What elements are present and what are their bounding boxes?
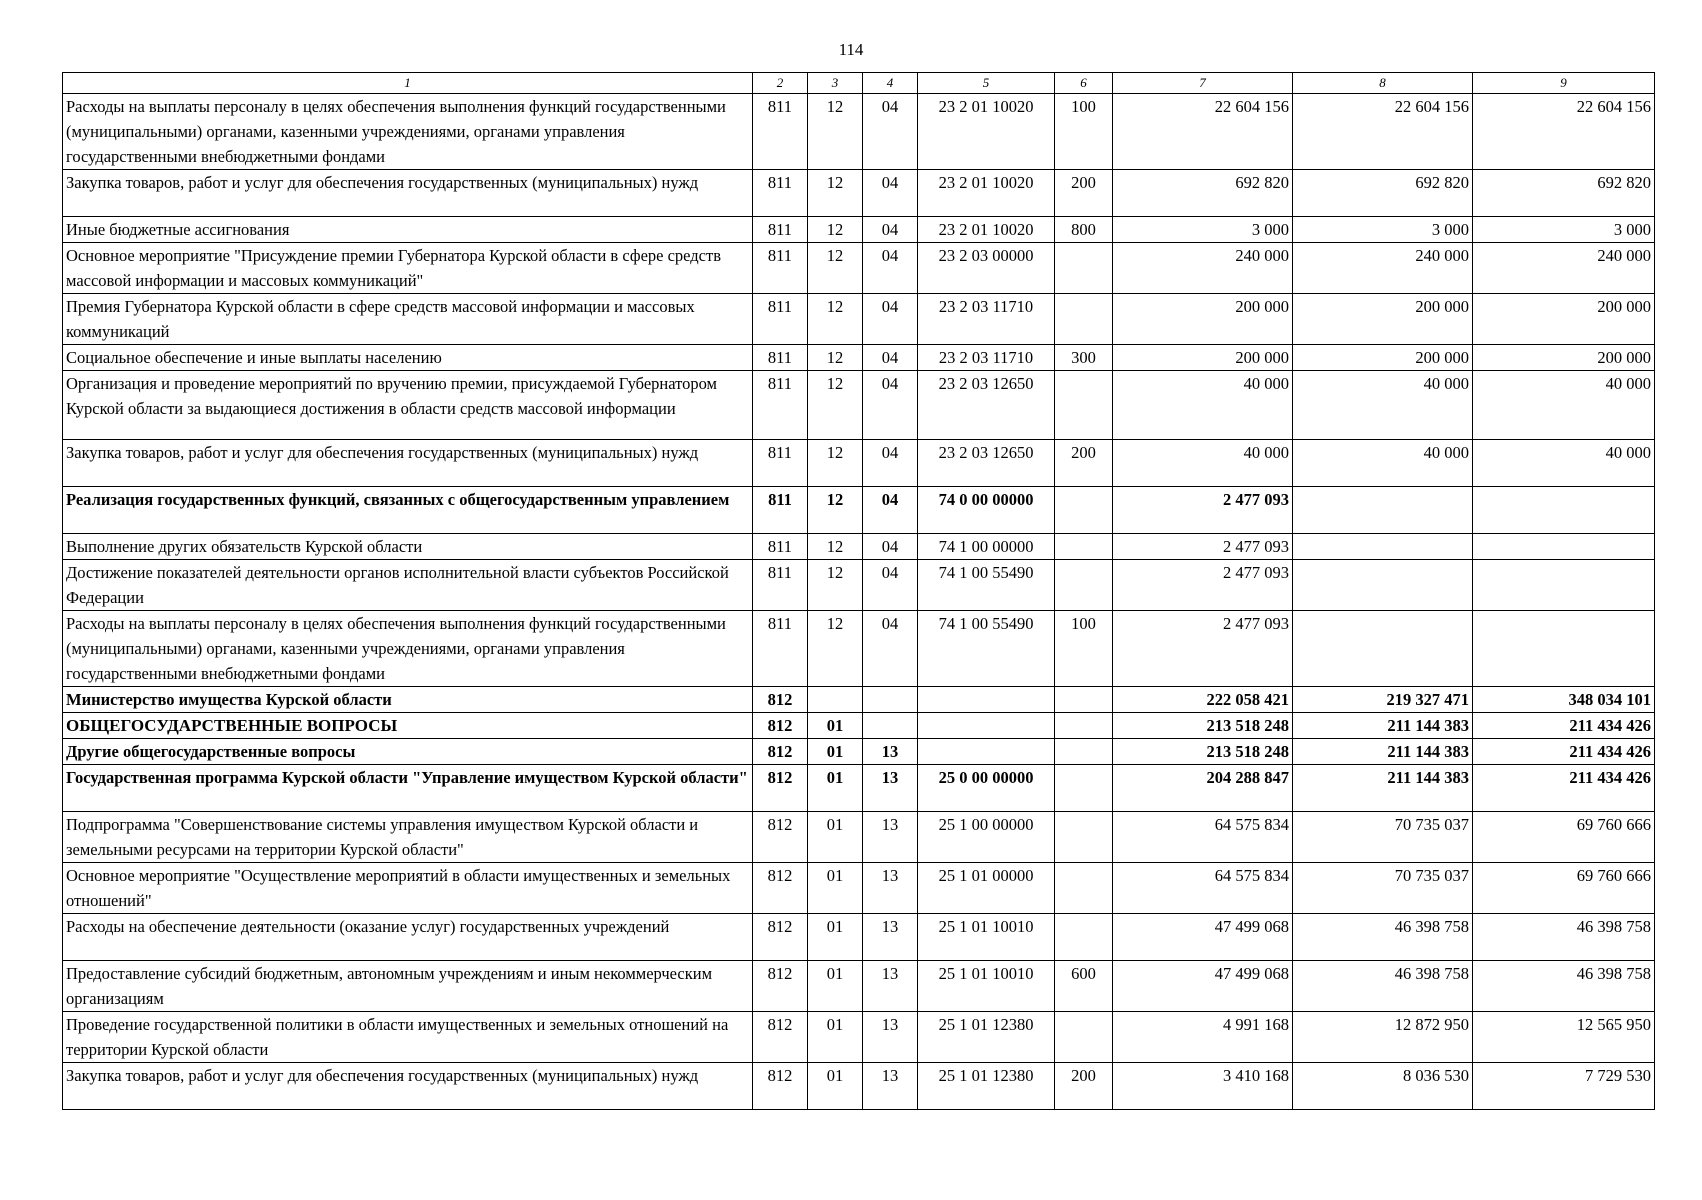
amount-year-2-cell (1293, 487, 1473, 534)
amount-year-2-cell: 211 144 383 (1293, 739, 1473, 765)
subsection-code-cell: 13 (863, 765, 918, 812)
amount-year-1-cell: 204 288 847 (1113, 765, 1293, 812)
amount-year-2-cell: 200 000 (1293, 294, 1473, 345)
table-row (63, 1012, 1655, 1063)
expense-type-cell (1055, 739, 1113, 765)
target-article-cell: 23 2 03 11710 (918, 345, 1055, 371)
expense-name-cell: Предоставление субсидий бюджетным, автономным учреждениям и иным некоммерческим организациям (63, 961, 753, 1012)
expense-type-cell: 200 (1055, 170, 1113, 217)
section-code-cell: 01 (808, 914, 863, 961)
amount-year-1-cell: 240 000 (1113, 243, 1293, 294)
table-row (63, 687, 1655, 713)
expense-type-cell (1055, 1012, 1113, 1063)
table-row (63, 765, 1655, 812)
expense-type-cell (1055, 487, 1113, 534)
expense-name-cell: Министерство имущества Курской области (63, 687, 753, 713)
amount-year-2-cell: 240 000 (1293, 243, 1473, 294)
amount-year-1-cell: 64 575 834 (1113, 863, 1293, 914)
ministry-code-cell: 811 (753, 611, 808, 687)
subsection-code-cell: 04 (863, 371, 918, 440)
table-row (63, 739, 1655, 765)
amount-year-3-cell (1473, 534, 1655, 560)
subsection-code-cell: 04 (863, 560, 918, 611)
amount-year-3-cell: 200 000 (1473, 294, 1655, 345)
target-article-cell: 23 2 03 00000 (918, 243, 1055, 294)
subsection-code-cell: 04 (863, 217, 918, 243)
table-row (63, 961, 1655, 1012)
amount-year-3-cell (1473, 487, 1655, 534)
table-row (63, 812, 1655, 863)
section-code-cell: 12 (808, 371, 863, 440)
subsection-code-cell: 04 (863, 440, 918, 487)
target-article-cell: 23 2 03 12650 (918, 371, 1055, 440)
table-row (63, 170, 1655, 217)
subsection-code-cell: 04 (863, 611, 918, 687)
section-code-cell: 01 (808, 961, 863, 1012)
amount-year-2-cell: 22 604 156 (1293, 94, 1473, 170)
target-article-cell (918, 739, 1055, 765)
table-row (63, 914, 1655, 961)
expense-name-cell: Другие общегосударственные вопросы (63, 739, 753, 765)
header-row (63, 73, 1655, 94)
table-row (63, 713, 1655, 739)
amount-year-3-cell: 211 434 426 (1473, 765, 1655, 812)
expense-type-cell: 200 (1055, 440, 1113, 487)
header-cell: 3 (808, 73, 863, 94)
target-article-cell: 25 1 01 12380 (918, 1063, 1055, 1110)
expense-type-cell: 100 (1055, 94, 1113, 170)
expense-name-cell: Проведение государственной политики в области имущественных и земельных отношений на территории Курской области (63, 1012, 753, 1063)
table-row (63, 1063, 1655, 1110)
section-code-cell: 12 (808, 560, 863, 611)
target-article-cell (918, 713, 1055, 739)
section-code-cell: 12 (808, 487, 863, 534)
amount-year-2-cell: 46 398 758 (1293, 961, 1473, 1012)
header-cell: 2 (753, 73, 808, 94)
amount-year-1-cell: 47 499 068 (1113, 961, 1293, 1012)
expense-name-cell: Расходы на выплаты персоналу в целях обеспечения выполнения функций государственными (муниципальными) органами, казенными учреждениями, органами управления государственными внебюджетными фондами (63, 94, 753, 170)
expense-type-cell (1055, 914, 1113, 961)
amount-year-3-cell: 69 760 666 (1473, 812, 1655, 863)
amount-year-1-cell: 2 477 093 (1113, 487, 1293, 534)
table-row (63, 345, 1655, 371)
expense-name-cell: Социальное обеспечение и иные выплаты населению (63, 345, 753, 371)
subsection-code-cell: 04 (863, 345, 918, 371)
expense-name-cell: Подпрограмма "Совершенствование системы управления имуществом Курской области и земельными ресурсами на территории Курской области" (63, 812, 753, 863)
amount-year-1-cell: 213 518 248 (1113, 713, 1293, 739)
amount-year-2-cell: 40 000 (1293, 440, 1473, 487)
amount-year-3-cell: 211 434 426 (1473, 739, 1655, 765)
expense-name-cell: Основное мероприятие "Осуществление мероприятий в области имущественных и земельных отношений" (63, 863, 753, 914)
table-row (63, 534, 1655, 560)
section-code-cell: 12 (808, 217, 863, 243)
header-cell: 9 (1473, 73, 1655, 94)
amount-year-1-cell: 200 000 (1113, 294, 1293, 345)
section-code-cell: 12 (808, 170, 863, 217)
budget-table (62, 72, 1655, 1110)
target-article-cell: 74 1 00 00000 (918, 534, 1055, 560)
amount-year-1-cell: 64 575 834 (1113, 812, 1293, 863)
expense-name-cell: Закупка товаров, работ и услуг для обеспечения государственных (муниципальных) нужд (63, 440, 753, 487)
target-article-cell: 25 1 01 12380 (918, 1012, 1055, 1063)
amount-year-1-cell: 692 820 (1113, 170, 1293, 217)
expense-name-cell: Государственная программа Курской области "Управление имуществом Курской области" (63, 765, 753, 812)
expense-type-cell (1055, 713, 1113, 739)
ministry-code-cell: 812 (753, 765, 808, 812)
target-article-cell: 23 2 01 10020 (918, 170, 1055, 217)
amount-year-2-cell: 40 000 (1293, 371, 1473, 440)
ministry-code-cell: 812 (753, 961, 808, 1012)
amount-year-3-cell: 40 000 (1473, 371, 1655, 440)
amount-year-2-cell: 211 144 383 (1293, 713, 1473, 739)
amount-year-2-cell: 200 000 (1293, 345, 1473, 371)
ministry-code-cell: 811 (753, 217, 808, 243)
ministry-code-cell: 811 (753, 534, 808, 560)
ministry-code-cell: 811 (753, 440, 808, 487)
target-article-cell: 74 0 00 00000 (918, 487, 1055, 534)
target-article-cell: 23 2 01 10020 (918, 217, 1055, 243)
table-row (63, 243, 1655, 294)
target-article-cell: 23 2 03 12650 (918, 440, 1055, 487)
expense-name-cell: Реализация государственных функций, связанных с общегосударственным управлением (63, 487, 753, 534)
amount-year-2-cell: 46 398 758 (1293, 914, 1473, 961)
amount-year-2-cell: 70 735 037 (1293, 863, 1473, 914)
table-row (63, 371, 1655, 440)
section-code-cell: 12 (808, 294, 863, 345)
expense-type-cell (1055, 534, 1113, 560)
amount-year-1-cell: 222 058 421 (1113, 687, 1293, 713)
subsection-code-cell: 13 (863, 739, 918, 765)
header-cell: 6 (1055, 73, 1113, 94)
target-article-cell: 23 2 01 10020 (918, 94, 1055, 170)
subsection-code-cell: 04 (863, 170, 918, 217)
ministry-code-cell: 811 (753, 243, 808, 294)
expense-name-cell: Расходы на обеспечение деятельности (оказание услуг) государственных учреждений (63, 914, 753, 961)
amount-year-1-cell: 2 477 093 (1113, 611, 1293, 687)
section-code-cell: 12 (808, 243, 863, 294)
expense-type-cell: 300 (1055, 345, 1113, 371)
amount-year-1-cell: 47 499 068 (1113, 914, 1293, 961)
ministry-code-cell: 811 (753, 371, 808, 440)
section-code-cell: 01 (808, 1012, 863, 1063)
ministry-code-cell: 811 (753, 170, 808, 217)
subsection-code-cell: 13 (863, 863, 918, 914)
amount-year-1-cell: 3 410 168 (1113, 1063, 1293, 1110)
table-row (63, 217, 1655, 243)
amount-year-3-cell: 240 000 (1473, 243, 1655, 294)
ministry-code-cell: 811 (753, 294, 808, 345)
amount-year-1-cell: 4 991 168 (1113, 1012, 1293, 1063)
table-row (63, 560, 1655, 611)
ministry-code-cell: 811 (753, 487, 808, 534)
section-code-cell: 12 (808, 440, 863, 487)
amount-year-2-cell: 211 144 383 (1293, 765, 1473, 812)
amount-year-3-cell: 7 729 530 (1473, 1063, 1655, 1110)
table-row (63, 487, 1655, 534)
amount-year-3-cell: 692 820 (1473, 170, 1655, 217)
table-row (63, 611, 1655, 687)
expense-name-cell: Закупка товаров, работ и услуг для обеспечения государственных (муниципальных) нужд (63, 1063, 753, 1110)
section-code-cell: 12 (808, 611, 863, 687)
amount-year-2-cell: 692 820 (1293, 170, 1473, 217)
target-article-cell: 25 1 01 00000 (918, 863, 1055, 914)
ministry-code-cell: 812 (753, 713, 808, 739)
expense-type-cell (1055, 294, 1113, 345)
expense-name-cell: Организация и проведение мероприятий по вручению премии, присуждаемой Губернатором Курской области за выдающиеся достижения в области средств массовой информации (63, 371, 753, 440)
expense-type-cell (1055, 243, 1113, 294)
expense-type-cell (1055, 863, 1113, 914)
section-code-cell: 01 (808, 765, 863, 812)
ministry-code-cell: 812 (753, 1012, 808, 1063)
amount-year-3-cell: 46 398 758 (1473, 961, 1655, 1012)
expense-name-cell: Расходы на выплаты персоналу в целях обеспечения выполнения функций государственными (муниципальными) органами, казенными учреждениями, органами управления государственными внебюджетными фондами (63, 611, 753, 687)
expense-type-cell (1055, 765, 1113, 812)
amount-year-3-cell: 46 398 758 (1473, 914, 1655, 961)
amount-year-3-cell: 348 034 101 (1473, 687, 1655, 713)
amount-year-1-cell: 3 000 (1113, 217, 1293, 243)
section-code-cell: 12 (808, 94, 863, 170)
subsection-code-cell: 04 (863, 94, 918, 170)
amount-year-3-cell: 69 760 666 (1473, 863, 1655, 914)
target-article-cell: 25 0 00 00000 (918, 765, 1055, 812)
expense-name-cell: Основное мероприятие "Присуждение премии Губернатора Курской области в сфере средств массовой информации и массовых коммуникаций" (63, 243, 753, 294)
table-row (63, 863, 1655, 914)
amount-year-1-cell: 22 604 156 (1113, 94, 1293, 170)
target-article-cell (918, 687, 1055, 713)
amount-year-1-cell: 200 000 (1113, 345, 1293, 371)
subsection-code-cell (863, 687, 918, 713)
amount-year-2-cell (1293, 611, 1473, 687)
target-article-cell: 74 1 00 55490 (918, 611, 1055, 687)
section-code-cell: 01 (808, 863, 863, 914)
ministry-code-cell: 812 (753, 687, 808, 713)
subsection-code-cell: 04 (863, 294, 918, 345)
expense-type-cell: 800 (1055, 217, 1113, 243)
amount-year-3-cell: 40 000 (1473, 440, 1655, 487)
expense-name-cell: Иные бюджетные ассигнования (63, 217, 753, 243)
subsection-code-cell: 04 (863, 243, 918, 294)
expense-type-cell (1055, 812, 1113, 863)
amount-year-1-cell: 2 477 093 (1113, 534, 1293, 560)
amount-year-2-cell: 8 036 530 (1293, 1063, 1473, 1110)
expense-type-cell (1055, 687, 1113, 713)
header-cell: 4 (863, 73, 918, 94)
header-cell: 8 (1293, 73, 1473, 94)
subsection-code-cell: 13 (863, 1063, 918, 1110)
section-code-cell: 12 (808, 534, 863, 560)
amount-year-2-cell: 70 735 037 (1293, 812, 1473, 863)
amount-year-3-cell: 12 565 950 (1473, 1012, 1655, 1063)
amount-year-3-cell: 3 000 (1473, 217, 1655, 243)
ministry-code-cell: 812 (753, 914, 808, 961)
amount-year-3-cell: 211 434 426 (1473, 713, 1655, 739)
amount-year-3-cell (1473, 560, 1655, 611)
target-article-cell: 25 1 01 10010 (918, 961, 1055, 1012)
section-code-cell: 01 (808, 1063, 863, 1110)
amount-year-2-cell: 3 000 (1293, 217, 1473, 243)
amount-year-1-cell: 40 000 (1113, 440, 1293, 487)
ministry-code-cell: 812 (753, 812, 808, 863)
amount-year-1-cell: 213 518 248 (1113, 739, 1293, 765)
section-code-cell: 01 (808, 739, 863, 765)
section-code-cell: 01 (808, 713, 863, 739)
amount-year-3-cell: 200 000 (1473, 345, 1655, 371)
expense-type-cell (1055, 560, 1113, 611)
subsection-code-cell: 13 (863, 1012, 918, 1063)
expense-type-cell: 200 (1055, 1063, 1113, 1110)
ministry-code-cell: 811 (753, 345, 808, 371)
table-row (63, 294, 1655, 345)
section-code-cell: 12 (808, 345, 863, 371)
table-row (63, 94, 1655, 170)
expense-type-cell (1055, 371, 1113, 440)
target-article-cell: 25 1 00 00000 (918, 812, 1055, 863)
ministry-code-cell: 811 (753, 94, 808, 170)
target-article-cell: 23 2 03 11710 (918, 294, 1055, 345)
page-number: 114 (838, 40, 864, 59)
expense-name-cell: Достижение показателей деятельности органов исполнительной власти субъектов Российской Федерации (63, 560, 753, 611)
amount-year-3-cell (1473, 611, 1655, 687)
amount-year-1-cell: 2 477 093 (1113, 560, 1293, 611)
header-cell: 1 (63, 73, 753, 94)
amount-year-2-cell: 219 327 471 (1293, 687, 1473, 713)
section-code-cell (808, 687, 863, 713)
expense-name-cell: Выполнение других обязательств Курской области (63, 534, 753, 560)
table-row (63, 440, 1655, 487)
section-code-cell: 01 (808, 812, 863, 863)
ministry-code-cell: 811 (753, 560, 808, 611)
amount-year-3-cell: 22 604 156 (1473, 94, 1655, 170)
expense-name-cell: ОБЩЕГОСУДАРСТВЕННЫЕ ВОПРОСЫ (63, 713, 753, 739)
subsection-code-cell: 04 (863, 487, 918, 534)
ministry-code-cell: 812 (753, 739, 808, 765)
expense-name-cell: Премия Губернатора Курской области в сфере средств массовой информации и массовых коммуникаций (63, 294, 753, 345)
header-cell: 7 (1113, 73, 1293, 94)
amount-year-2-cell: 12 872 950 (1293, 1012, 1473, 1063)
header-cell: 5 (918, 73, 1055, 94)
target-article-cell: 74 1 00 55490 (918, 560, 1055, 611)
expense-type-cell: 100 (1055, 611, 1113, 687)
ministry-code-cell: 812 (753, 863, 808, 914)
subsection-code-cell: 13 (863, 914, 918, 961)
subsection-code-cell: 13 (863, 961, 918, 1012)
expense-type-cell: 600 (1055, 961, 1113, 1012)
ministry-code-cell: 812 (753, 1063, 808, 1110)
amount-year-2-cell (1293, 560, 1473, 611)
subsection-code-cell: 04 (863, 534, 918, 560)
subsection-code-cell: 13 (863, 812, 918, 863)
expense-name-cell: Закупка товаров, работ и услуг для обеспечения государственных (муниципальных) нужд (63, 170, 753, 217)
target-article-cell: 25 1 01 10010 (918, 914, 1055, 961)
amount-year-2-cell (1293, 534, 1473, 560)
amount-year-1-cell: 40 000 (1113, 371, 1293, 440)
subsection-code-cell (863, 713, 918, 739)
